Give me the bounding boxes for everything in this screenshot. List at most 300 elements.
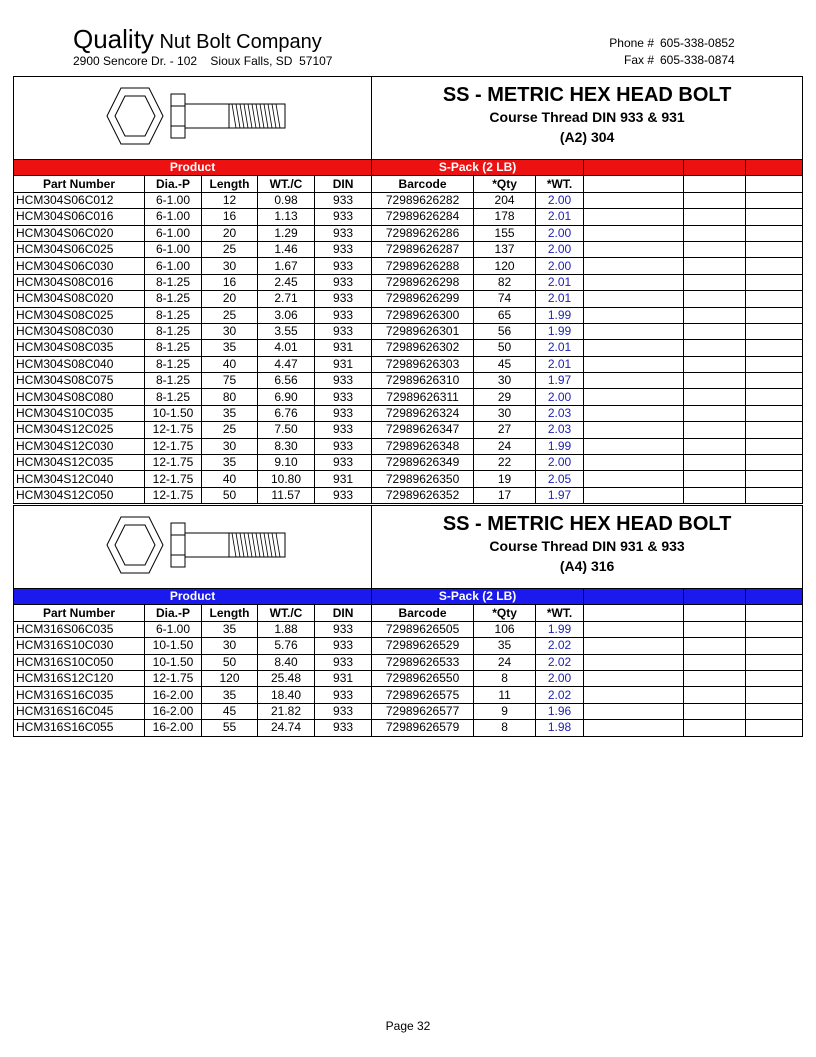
- empty-cell: [584, 258, 684, 274]
- dia-pitch-cell: 12-1.75: [145, 438, 202, 454]
- weight-per-c-cell: 8.30: [258, 438, 315, 454]
- col-dia: Dia.-P: [145, 176, 202, 192]
- col-din: DIN: [315, 605, 372, 621]
- col-spack-wt: *WT.: [536, 605, 584, 621]
- company-address: 2900 Sencore Dr. - 102 Sioux Falls, SD 57107: [73, 54, 333, 68]
- dia-pitch-cell: 6-1.00: [145, 192, 202, 208]
- spack-weight-cell: 2.02: [536, 654, 584, 670]
- table-row: [14, 373, 803, 389]
- empty-cell: [584, 638, 684, 654]
- empty-cell: [746, 258, 803, 274]
- spack-weight-cell: 2.00: [536, 389, 584, 405]
- col-wt: WT./C: [258, 605, 315, 621]
- col-din: DIN: [315, 176, 372, 192]
- empty-cell: [746, 209, 803, 225]
- empty-cell: [746, 487, 803, 503]
- empty-cell: [746, 720, 803, 736]
- table-row: [14, 687, 803, 703]
- spack-qty-cell: 82: [474, 274, 536, 290]
- table-row: [14, 323, 803, 339]
- empty-cell: [746, 703, 803, 719]
- company-name-rest: Nut Bolt Company: [159, 31, 322, 53]
- bolt-table-a4-316: [13, 505, 803, 737]
- empty-cell: [684, 389, 746, 405]
- length-cell: 50: [202, 487, 258, 503]
- col-barcode: Barcode: [372, 176, 474, 192]
- table-row: [14, 455, 803, 471]
- barcode-cell: 72989626533: [372, 654, 474, 670]
- dia-pitch-cell: 6-1.00: [145, 209, 202, 225]
- empty-cell: [584, 438, 684, 454]
- dia-pitch-cell: 12-1.75: [145, 670, 202, 686]
- table-row: [14, 340, 803, 356]
- empty-cell: [746, 621, 803, 637]
- spack-qty-cell: 50: [474, 340, 536, 356]
- spack-weight-cell: 2.01: [536, 340, 584, 356]
- table-row: [14, 670, 803, 686]
- part-number-cell: HCM304S10C035: [14, 405, 145, 421]
- spack-qty-cell: 155: [474, 225, 536, 241]
- weight-per-c-cell: 1.13: [258, 209, 315, 225]
- empty-cell: [746, 654, 803, 670]
- barcode-cell: 72989626529: [372, 638, 474, 654]
- empty-cell: [684, 487, 746, 503]
- din-cell: 933: [315, 258, 372, 274]
- section-bar: [14, 160, 803, 176]
- empty-cell: [584, 471, 684, 487]
- part-number-cell: HCM316S16C035: [14, 687, 145, 703]
- empty-cell: [684, 422, 746, 438]
- din-cell: 933: [315, 703, 372, 719]
- barcode-cell: 72989626348: [372, 438, 474, 454]
- empty-cell: [684, 241, 746, 257]
- spack-qty-cell: 8: [474, 670, 536, 686]
- empty-cell: [746, 340, 803, 356]
- col-spack-wt: *WT.: [536, 176, 584, 192]
- part-number-cell: HCM316S12C120: [14, 670, 145, 686]
- table-row: [14, 225, 803, 241]
- spack-weight-cell: 2.01: [536, 209, 584, 225]
- part-number-cell: HCM304S06C016: [14, 209, 145, 225]
- part-number-cell: HCM304S08C016: [14, 274, 145, 290]
- table-row: [14, 356, 803, 372]
- din-cell: 933: [315, 621, 372, 637]
- spack-weight-cell: 1.99: [536, 438, 584, 454]
- part-number-cell: HCM304S08C075: [14, 373, 145, 389]
- empty-cell: [584, 307, 684, 323]
- spack-qty-cell: 120: [474, 258, 536, 274]
- din-cell: 933: [315, 241, 372, 257]
- spack-weight-cell: 2.02: [536, 638, 584, 654]
- company-name-bold: Quality: [73, 24, 154, 54]
- section-title: SS - METRIC HEX HEAD BOLT: [442, 513, 732, 535]
- weight-per-c-cell: 6.76: [258, 405, 315, 421]
- spack-weight-cell: 1.97: [536, 487, 584, 503]
- din-cell: 933: [315, 192, 372, 208]
- table-row: [14, 291, 803, 307]
- dia-pitch-cell: 8-1.25: [145, 307, 202, 323]
- empty-cell: [684, 405, 746, 421]
- barcode-cell: 72989626310: [372, 373, 474, 389]
- spack-weight-cell: 2.00: [536, 241, 584, 257]
- empty-cell: [684, 373, 746, 389]
- weight-per-c-cell: 7.50: [258, 422, 315, 438]
- barcode-cell: 72989626286: [372, 225, 474, 241]
- part-number-cell: HCM304S06C025: [14, 241, 145, 257]
- empty-cell: [746, 307, 803, 323]
- empty-cell: [684, 638, 746, 654]
- spack-qty-cell: 178: [474, 209, 536, 225]
- empty-cell: [584, 241, 684, 257]
- spack-weight-cell: 1.99: [536, 621, 584, 637]
- section-grade: (A4) 316: [559, 558, 615, 574]
- barcode-cell: 72989626298: [372, 274, 474, 290]
- barcode-cell: 72989626577: [372, 703, 474, 719]
- hex-bolt-icon: [93, 80, 293, 152]
- weight-per-c-cell: 11.57: [258, 487, 315, 503]
- length-cell: 35: [202, 687, 258, 703]
- dia-pitch-cell: 16-2.00: [145, 687, 202, 703]
- phone-number: 605-338-0852: [660, 36, 735, 50]
- barcode-cell: 72989626288: [372, 258, 474, 274]
- spack-weight-cell: 1.99: [536, 323, 584, 339]
- col-wt: WT./C: [258, 176, 315, 192]
- length-cell: 50: [202, 654, 258, 670]
- spack-qty-cell: 17: [474, 487, 536, 503]
- table-row: [14, 389, 803, 405]
- din-cell: 933: [315, 720, 372, 736]
- length-cell: 35: [202, 621, 258, 637]
- spack-qty-cell: 65: [474, 307, 536, 323]
- dia-pitch-cell: 8-1.25: [145, 340, 202, 356]
- empty-cell: [684, 720, 746, 736]
- part-number-cell: HCM304S12C030: [14, 438, 145, 454]
- spack-qty-cell: 22: [474, 455, 536, 471]
- weight-per-c-cell: 3.06: [258, 307, 315, 323]
- empty-cell: [584, 455, 684, 471]
- section-title: SS - METRIC HEX HEAD BOLT: [442, 84, 732, 106]
- dia-pitch-cell: 6-1.00: [145, 241, 202, 257]
- spack-qty-cell: 137: [474, 241, 536, 257]
- hex-bolt-icon: [93, 509, 293, 581]
- table-row: [14, 471, 803, 487]
- table-row: [14, 209, 803, 225]
- length-cell: 45: [202, 703, 258, 719]
- empty-cell: [746, 405, 803, 421]
- length-cell: 25: [202, 241, 258, 257]
- length-cell: 120: [202, 670, 258, 686]
- weight-per-c-cell: 5.76: [258, 638, 315, 654]
- empty-cell: [584, 274, 684, 290]
- weight-per-c-cell: 4.01: [258, 340, 315, 356]
- spack-qty-cell: 204: [474, 192, 536, 208]
- spack-qty-cell: 8: [474, 720, 536, 736]
- spack-weight-cell: 1.98: [536, 720, 584, 736]
- empty-cell: [684, 258, 746, 274]
- empty-cell: [684, 192, 746, 208]
- part-number-cell: HCM316S06C035: [14, 621, 145, 637]
- length-cell: 12: [202, 192, 258, 208]
- din-cell: 933: [315, 438, 372, 454]
- part-number-cell: HCM304S12C035: [14, 455, 145, 471]
- spack-weight-cell: 1.99: [536, 307, 584, 323]
- table-row: [14, 621, 803, 637]
- weight-per-c-cell: 8.40: [258, 654, 315, 670]
- empty-cell: [584, 192, 684, 208]
- part-number-cell: HCM304S12C050: [14, 487, 145, 503]
- dia-pitch-cell: 6-1.00: [145, 258, 202, 274]
- spack-weight-cell: 2.02: [536, 687, 584, 703]
- empty-cell: [684, 209, 746, 225]
- weight-per-c-cell: 24.74: [258, 720, 315, 736]
- length-cell: 35: [202, 405, 258, 421]
- col-part-number: Part Number: [14, 176, 145, 192]
- empty-cell: [584, 670, 684, 686]
- dia-pitch-cell: 8-1.25: [145, 389, 202, 405]
- spack-qty-cell: 56: [474, 323, 536, 339]
- part-number-cell: HCM316S16C045: [14, 703, 145, 719]
- empty-cell: [584, 621, 684, 637]
- empty-cell: [684, 307, 746, 323]
- section-grade: (A2) 304: [559, 129, 615, 145]
- barcode-cell: 72989626303: [372, 356, 474, 372]
- dia-pitch-cell: 6-1.00: [145, 225, 202, 241]
- weight-per-c-cell: 2.45: [258, 274, 315, 290]
- empty-cell: [584, 209, 684, 225]
- part-number-cell: HCM304S12C040: [14, 471, 145, 487]
- bolt-table-a2-304: [13, 76, 803, 504]
- barcode-cell: 72989626505: [372, 621, 474, 637]
- col-length: Length: [202, 176, 258, 192]
- dia-pitch-cell: 16-2.00: [145, 703, 202, 719]
- part-number-cell: HCM316S16C055: [14, 720, 145, 736]
- empty-cell: [684, 687, 746, 703]
- barcode-cell: 72989626579: [372, 720, 474, 736]
- dia-pitch-cell: 12-1.75: [145, 487, 202, 503]
- spack-qty-cell: 11: [474, 687, 536, 703]
- empty-cell: [746, 670, 803, 686]
- spack-label: S-Pack (2 LB): [372, 160, 584, 176]
- table-row: [14, 720, 803, 736]
- spack-weight-cell: 2.00: [536, 670, 584, 686]
- product-label: Product: [14, 160, 372, 176]
- empty-cell: [684, 323, 746, 339]
- empty-cell: [584, 340, 684, 356]
- length-cell: 16: [202, 209, 258, 225]
- section-title-cell: [372, 77, 803, 160]
- table-row: [14, 487, 803, 503]
- spack-qty-cell: 74: [474, 291, 536, 307]
- weight-per-c-cell: 9.10: [258, 455, 315, 471]
- empty-cell: [584, 422, 684, 438]
- weight-per-c-cell: 0.98: [258, 192, 315, 208]
- spack-weight-cell: 1.97: [536, 373, 584, 389]
- product-label: Product: [14, 589, 372, 605]
- empty-cell: [746, 373, 803, 389]
- empty-cell: [684, 291, 746, 307]
- spack-weight-cell: 2.01: [536, 274, 584, 290]
- length-cell: 30: [202, 438, 258, 454]
- spack-qty-cell: 45: [474, 356, 536, 372]
- company-name: [73, 24, 322, 55]
- spack-weight-cell: 2.01: [536, 356, 584, 372]
- spack-qty-cell: 106: [474, 621, 536, 637]
- din-cell: 933: [315, 654, 372, 670]
- dia-pitch-cell: 16-2.00: [145, 720, 202, 736]
- din-cell: 933: [315, 274, 372, 290]
- spack-weight-cell: 2.00: [536, 258, 584, 274]
- din-cell: 933: [315, 422, 372, 438]
- length-cell: 80: [202, 389, 258, 405]
- spack-weight-cell: 2.01: [536, 291, 584, 307]
- table-row: [14, 307, 803, 323]
- fax-number: 605-338-0874: [660, 53, 735, 67]
- empty-cell: [684, 703, 746, 719]
- empty-cell: [684, 225, 746, 241]
- col-dia: Dia.-P: [145, 605, 202, 621]
- din-cell: 931: [315, 340, 372, 356]
- empty-cell: [584, 703, 684, 719]
- empty-cell: [746, 438, 803, 454]
- empty-cell: [684, 274, 746, 290]
- din-cell: 933: [315, 455, 372, 471]
- empty-cell: [746, 323, 803, 339]
- dia-pitch-cell: 8-1.25: [145, 274, 202, 290]
- col-length: Length: [202, 605, 258, 621]
- part-number-cell: HCM304S08C020: [14, 291, 145, 307]
- part-number-cell: HCM316S10C030: [14, 638, 145, 654]
- din-cell: 933: [315, 389, 372, 405]
- weight-per-c-cell: 1.46: [258, 241, 315, 257]
- table-row: [14, 405, 803, 421]
- weight-per-c-cell: 21.82: [258, 703, 315, 719]
- table-row: [14, 654, 803, 670]
- fax-label: Fax #: [623, 53, 654, 67]
- length-cell: 25: [202, 307, 258, 323]
- empty-cell: [584, 687, 684, 703]
- barcode-cell: 72989626550: [372, 670, 474, 686]
- spack-weight-cell: 2.03: [536, 422, 584, 438]
- table-row: [14, 438, 803, 454]
- empty-cell: [584, 356, 684, 372]
- spack-qty-cell: 19: [474, 471, 536, 487]
- length-cell: 55: [202, 720, 258, 736]
- table-row: [14, 638, 803, 654]
- spack-qty-cell: 27: [474, 422, 536, 438]
- barcode-cell: 72989626301: [372, 323, 474, 339]
- column-header-row: [14, 605, 803, 621]
- spack-qty-cell: 35: [474, 638, 536, 654]
- empty-cell: [684, 455, 746, 471]
- part-number-cell: HCM304S08C035: [14, 340, 145, 356]
- spack-weight-cell: 2.00: [536, 225, 584, 241]
- table-row: [14, 422, 803, 438]
- part-number-cell: HCM316S10C050: [14, 654, 145, 670]
- empty-cell: [684, 356, 746, 372]
- contact-block: [600, 35, 735, 69]
- part-number-cell: HCM304S08C030: [14, 323, 145, 339]
- weight-per-c-cell: 6.56: [258, 373, 315, 389]
- spack-weight-cell: 1.96: [536, 703, 584, 719]
- length-cell: 40: [202, 356, 258, 372]
- barcode-cell: 72989626299: [372, 291, 474, 307]
- empty-cell: [746, 471, 803, 487]
- empty-cell: [684, 621, 746, 637]
- empty-cell: [584, 323, 684, 339]
- barcode-cell: 72989626300: [372, 307, 474, 323]
- length-cell: 16: [202, 274, 258, 290]
- section-bar: [14, 589, 803, 605]
- barcode-cell: 72989626347: [372, 422, 474, 438]
- empty-cell: [684, 438, 746, 454]
- part-number-cell: HCM304S12C025: [14, 422, 145, 438]
- weight-per-c-cell: 4.47: [258, 356, 315, 372]
- dia-pitch-cell: 10-1.50: [145, 654, 202, 670]
- empty-cell: [746, 225, 803, 241]
- spack-qty-cell: 9: [474, 703, 536, 719]
- barcode-cell: 72989626302: [372, 340, 474, 356]
- length-cell: 30: [202, 323, 258, 339]
- spack-label: S-Pack (2 LB): [372, 589, 584, 605]
- length-cell: 25: [202, 422, 258, 438]
- empty-cell: [684, 471, 746, 487]
- dia-pitch-cell: 8-1.25: [145, 323, 202, 339]
- din-cell: 933: [315, 487, 372, 503]
- empty-cell: [584, 291, 684, 307]
- empty-cell: [584, 373, 684, 389]
- dia-pitch-cell: 8-1.25: [145, 373, 202, 389]
- spack-weight-cell: 2.05: [536, 471, 584, 487]
- din-cell: 933: [315, 307, 372, 323]
- weight-per-c-cell: 25.48: [258, 670, 315, 686]
- length-cell: 35: [202, 340, 258, 356]
- din-cell: 933: [315, 687, 372, 703]
- phone-label: Phone #: [609, 36, 654, 50]
- part-number-cell: HCM304S08C040: [14, 356, 145, 372]
- din-cell: 933: [315, 373, 372, 389]
- empty-cell: [746, 274, 803, 290]
- din-cell: 933: [315, 323, 372, 339]
- spack-qty-cell: 30: [474, 405, 536, 421]
- weight-per-c-cell: 3.55: [258, 323, 315, 339]
- din-cell: 931: [315, 471, 372, 487]
- length-cell: 40: [202, 471, 258, 487]
- empty-cell: [746, 638, 803, 654]
- empty-cell: [746, 389, 803, 405]
- empty-cell: [684, 340, 746, 356]
- table-row: [14, 274, 803, 290]
- dia-pitch-cell: 12-1.75: [145, 422, 202, 438]
- dia-pitch-cell: 12-1.75: [145, 455, 202, 471]
- empty-cell: [746, 291, 803, 307]
- empty-cell: [584, 405, 684, 421]
- weight-per-c-cell: 6.90: [258, 389, 315, 405]
- barcode-cell: 72989626350: [372, 471, 474, 487]
- weight-per-c-cell: 1.88: [258, 621, 315, 637]
- length-cell: 20: [202, 291, 258, 307]
- dia-pitch-cell: 8-1.25: [145, 356, 202, 372]
- empty-cell: [584, 720, 684, 736]
- table-row: [14, 258, 803, 274]
- empty-cell: [584, 389, 684, 405]
- column-header-row: [14, 176, 803, 192]
- dia-pitch-cell: 8-1.25: [145, 291, 202, 307]
- part-number-cell: HCM304S08C025: [14, 307, 145, 323]
- bolt-image-cell: [14, 506, 372, 589]
- dia-pitch-cell: 12-1.75: [145, 471, 202, 487]
- length-cell: 20: [202, 225, 258, 241]
- empty-cell: [746, 687, 803, 703]
